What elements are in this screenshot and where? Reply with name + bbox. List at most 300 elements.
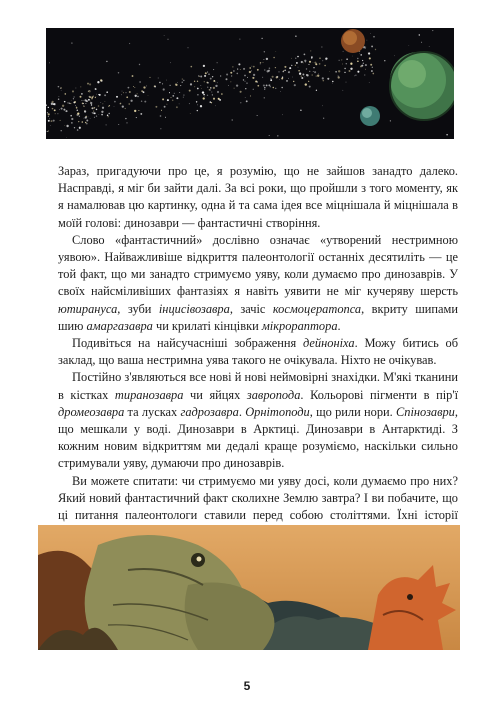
star — [362, 60, 363, 61]
star — [349, 70, 351, 72]
italic-term: гадрозавра — [180, 404, 239, 419]
star — [281, 77, 283, 79]
star — [295, 35, 296, 36]
star — [194, 81, 195, 82]
star — [84, 110, 86, 112]
star — [101, 114, 103, 116]
star — [446, 134, 447, 135]
star — [81, 93, 83, 95]
star — [125, 118, 126, 119]
star — [109, 105, 110, 106]
star — [305, 62, 306, 63]
star — [370, 33, 371, 34]
star — [197, 94, 199, 96]
star — [52, 101, 54, 103]
star — [59, 96, 60, 97]
star — [322, 77, 324, 79]
italic-term: завропода — [246, 387, 301, 402]
star — [122, 91, 123, 92]
star — [104, 94, 106, 96]
star — [128, 87, 130, 89]
star — [217, 91, 219, 93]
italic-term: Орнітоподи — [245, 404, 310, 419]
star — [122, 105, 124, 107]
star — [293, 81, 294, 82]
star — [51, 103, 53, 105]
star — [365, 48, 366, 49]
star — [305, 83, 307, 85]
star — [217, 62, 218, 63]
star — [304, 77, 305, 78]
italic-term: Спінозаври — [396, 404, 455, 419]
star — [408, 45, 409, 46]
star — [221, 93, 223, 95]
star — [202, 91, 204, 93]
star — [327, 78, 329, 80]
star — [90, 102, 92, 104]
star — [47, 131, 48, 132]
star — [199, 76, 200, 77]
star — [257, 69, 259, 71]
star — [273, 57, 275, 59]
star — [94, 107, 96, 109]
star — [335, 71, 337, 73]
italic-term: амаргазавра — [86, 318, 153, 333]
star — [332, 81, 333, 82]
star — [302, 74, 304, 76]
star — [92, 112, 93, 113]
star — [95, 88, 97, 90]
star — [277, 135, 278, 136]
star — [230, 72, 232, 74]
star — [332, 83, 333, 84]
star — [203, 97, 205, 99]
star — [329, 71, 330, 72]
star — [246, 100, 248, 102]
star — [108, 106, 109, 107]
star — [91, 96, 93, 98]
star — [264, 69, 265, 70]
star — [174, 93, 175, 94]
star — [179, 92, 180, 93]
star — [355, 75, 356, 76]
italic-term: мікрораптора — [261, 318, 338, 333]
star — [207, 87, 208, 88]
star — [141, 90, 142, 91]
star — [95, 96, 96, 97]
star — [208, 74, 209, 75]
paragraph — [58, 232, 458, 335]
star — [82, 121, 84, 123]
italic-term: ютирануса — [58, 301, 118, 316]
star — [338, 76, 339, 77]
star — [217, 82, 218, 83]
star — [264, 51, 265, 52]
star — [75, 105, 76, 106]
text-run: , зачіс — [229, 301, 273, 316]
star — [236, 84, 238, 86]
star — [350, 68, 352, 70]
star — [279, 79, 280, 80]
star — [154, 85, 156, 87]
star — [118, 72, 119, 73]
star — [210, 101, 211, 102]
star — [211, 92, 212, 93]
text-run: , що рили нори. — [309, 404, 396, 419]
italic-term: космоцератопса — [272, 301, 362, 316]
star — [146, 85, 147, 86]
star — [51, 120, 53, 122]
star — [339, 60, 340, 61]
galaxy-image — [46, 28, 454, 139]
star — [77, 110, 79, 112]
text-run: Подивіться на найсучасніші зображення — [72, 336, 303, 351]
star — [325, 57, 327, 59]
star — [369, 82, 370, 83]
star — [262, 77, 263, 78]
page-number: 5 — [243, 679, 251, 693]
star — [357, 58, 358, 59]
star — [85, 122, 87, 124]
star — [309, 86, 311, 88]
paragraph — [58, 335, 458, 369]
star — [276, 76, 278, 78]
dinosaur-illustration — [38, 525, 460, 650]
star — [252, 77, 254, 79]
star — [85, 117, 87, 119]
star — [231, 75, 232, 76]
star — [269, 135, 270, 136]
star — [129, 43, 130, 44]
star — [209, 89, 210, 90]
star — [246, 82, 247, 83]
star — [370, 64, 372, 66]
paragraph — [58, 369, 458, 472]
star — [106, 91, 108, 93]
text-run: . Можу битись об заклад, що ваша нестримна уява такого не очікувала. Ніхто не очікував. — [58, 336, 458, 368]
star — [260, 63, 261, 64]
star — [292, 77, 293, 78]
star — [210, 78, 212, 80]
star — [102, 107, 104, 109]
star — [197, 88, 199, 90]
star — [272, 76, 274, 78]
star — [263, 59, 264, 60]
star — [166, 80, 167, 81]
text-run: . — [337, 318, 341, 333]
star — [390, 120, 391, 121]
star — [165, 117, 166, 118]
star — [266, 58, 268, 60]
star — [270, 79, 272, 81]
star — [47, 112, 48, 113]
star — [323, 80, 325, 82]
star — [200, 105, 202, 107]
star — [87, 83, 89, 85]
star — [58, 86, 60, 88]
star — [135, 95, 137, 97]
star — [96, 94, 97, 95]
star — [162, 98, 164, 100]
star — [90, 118, 91, 119]
star — [69, 102, 71, 104]
star — [86, 120, 88, 122]
star — [49, 63, 50, 64]
star — [240, 102, 241, 103]
star — [253, 74, 255, 76]
star — [66, 125, 68, 127]
star — [197, 110, 198, 111]
star — [257, 81, 258, 82]
star — [59, 109, 60, 110]
star — [140, 113, 142, 115]
star — [172, 100, 174, 102]
star — [243, 68, 245, 70]
star — [126, 96, 128, 98]
star — [139, 64, 140, 65]
star — [171, 97, 172, 98]
star — [74, 96, 75, 97]
star — [266, 84, 268, 86]
text-run: Постійно з'являються все нові й нові неймовірні знахідки. М'які тканини в кістках — [58, 370, 458, 402]
star — [71, 118, 73, 120]
star — [226, 73, 228, 75]
text-run: чи яйцях — [183, 387, 247, 402]
star — [55, 113, 56, 114]
star — [121, 94, 122, 95]
star — [98, 105, 100, 107]
star — [298, 67, 299, 68]
star — [326, 59, 327, 60]
star — [177, 82, 178, 83]
star — [288, 72, 289, 73]
star — [372, 73, 374, 75]
star — [71, 42, 72, 43]
star — [108, 113, 109, 114]
star — [77, 112, 79, 114]
star — [203, 94, 205, 96]
star — [207, 82, 209, 84]
star — [257, 115, 258, 116]
star — [48, 113, 50, 115]
star — [134, 87, 135, 88]
star — [319, 58, 320, 59]
dinosaur-image — [38, 525, 460, 650]
star — [182, 79, 183, 80]
text-run: та лусках — [124, 404, 181, 419]
star — [88, 117, 89, 118]
star — [60, 88, 61, 89]
star — [98, 114, 99, 115]
star — [143, 86, 145, 88]
star — [64, 125, 65, 126]
star — [53, 103, 55, 105]
italic-term: дейноніха — [303, 336, 355, 351]
star — [342, 64, 343, 65]
star — [76, 106, 77, 107]
star — [346, 58, 348, 60]
star — [82, 103, 84, 105]
star — [64, 93, 66, 95]
star — [250, 95, 251, 96]
star — [228, 85, 229, 86]
star — [306, 74, 308, 76]
star — [129, 91, 131, 93]
star — [309, 71, 310, 72]
star — [213, 87, 215, 89]
star — [284, 66, 286, 68]
star — [303, 62, 304, 63]
star — [116, 96, 118, 98]
star — [189, 90, 191, 92]
star — [203, 65, 205, 67]
star — [71, 122, 72, 123]
star — [219, 99, 221, 101]
star — [204, 81, 205, 82]
star — [311, 74, 313, 76]
star — [236, 73, 238, 75]
star — [80, 86, 81, 87]
star — [183, 97, 184, 98]
star — [162, 83, 163, 84]
star — [148, 95, 149, 96]
star — [232, 119, 233, 120]
star — [92, 107, 94, 109]
star — [84, 118, 85, 119]
star — [304, 54, 306, 56]
star — [322, 105, 323, 106]
star — [284, 69, 286, 71]
italic-term: інцисівозавра — [158, 301, 230, 316]
star — [247, 77, 248, 78]
star — [114, 106, 115, 107]
star — [76, 88, 77, 89]
star — [164, 35, 165, 36]
star — [172, 95, 174, 97]
star — [264, 97, 265, 98]
star — [114, 101, 116, 103]
star — [201, 88, 202, 89]
star — [232, 66, 233, 67]
star — [49, 119, 50, 120]
star — [319, 63, 321, 65]
star — [344, 68, 345, 69]
star — [79, 116, 80, 117]
star — [280, 91, 281, 92]
star — [215, 82, 216, 83]
star — [338, 70, 340, 72]
star — [346, 63, 347, 64]
star — [212, 94, 213, 95]
star — [61, 130, 62, 131]
body-text — [58, 163, 458, 541]
star — [91, 98, 92, 99]
star — [313, 62, 314, 63]
star — [245, 81, 246, 82]
star — [234, 88, 235, 89]
text-run: . Кольорові пігменти в пір'ї — [300, 387, 459, 402]
star — [86, 123, 87, 124]
star — [289, 67, 291, 69]
star — [85, 103, 86, 104]
star — [101, 111, 103, 113]
star — [61, 108, 63, 110]
star — [48, 131, 49, 132]
star — [137, 93, 138, 94]
star — [105, 101, 106, 102]
star — [60, 120, 61, 121]
star — [136, 117, 137, 118]
star — [360, 54, 362, 56]
star — [160, 115, 162, 117]
star — [264, 87, 266, 89]
italic-term: тиранозавра — [114, 387, 184, 402]
star — [291, 58, 292, 59]
star — [253, 66, 255, 68]
star — [245, 88, 246, 89]
star — [134, 110, 136, 112]
star — [300, 110, 302, 112]
star — [101, 80, 103, 82]
star — [286, 80, 288, 82]
star — [48, 116, 49, 117]
star — [357, 60, 359, 62]
star — [91, 104, 92, 105]
star — [94, 112, 96, 114]
star — [200, 85, 201, 86]
star — [95, 97, 96, 98]
star — [207, 95, 208, 96]
text-run: . — [238, 404, 246, 419]
star — [275, 88, 276, 89]
green-planet — [390, 52, 454, 120]
star — [204, 96, 205, 97]
star — [57, 113, 58, 114]
star — [363, 63, 364, 64]
star — [341, 59, 342, 60]
star — [359, 53, 360, 54]
star — [88, 91, 89, 92]
star — [215, 85, 217, 87]
star — [89, 90, 90, 91]
star — [74, 127, 75, 128]
star — [88, 99, 90, 101]
star — [205, 72, 207, 74]
star — [297, 56, 299, 58]
star — [311, 56, 313, 58]
star — [249, 67, 251, 69]
star — [180, 85, 181, 86]
star — [79, 128, 80, 129]
star — [372, 67, 373, 68]
star — [63, 109, 65, 111]
star — [167, 39, 168, 40]
star — [263, 84, 265, 86]
star — [100, 102, 101, 103]
star — [169, 92, 170, 93]
star — [166, 104, 167, 105]
star — [143, 91, 145, 93]
star — [371, 70, 373, 72]
star — [354, 75, 355, 76]
star — [310, 50, 311, 51]
star — [352, 56, 353, 57]
star — [54, 109, 56, 111]
star — [106, 61, 107, 62]
star — [160, 128, 161, 129]
star — [309, 61, 311, 63]
star — [81, 100, 82, 101]
